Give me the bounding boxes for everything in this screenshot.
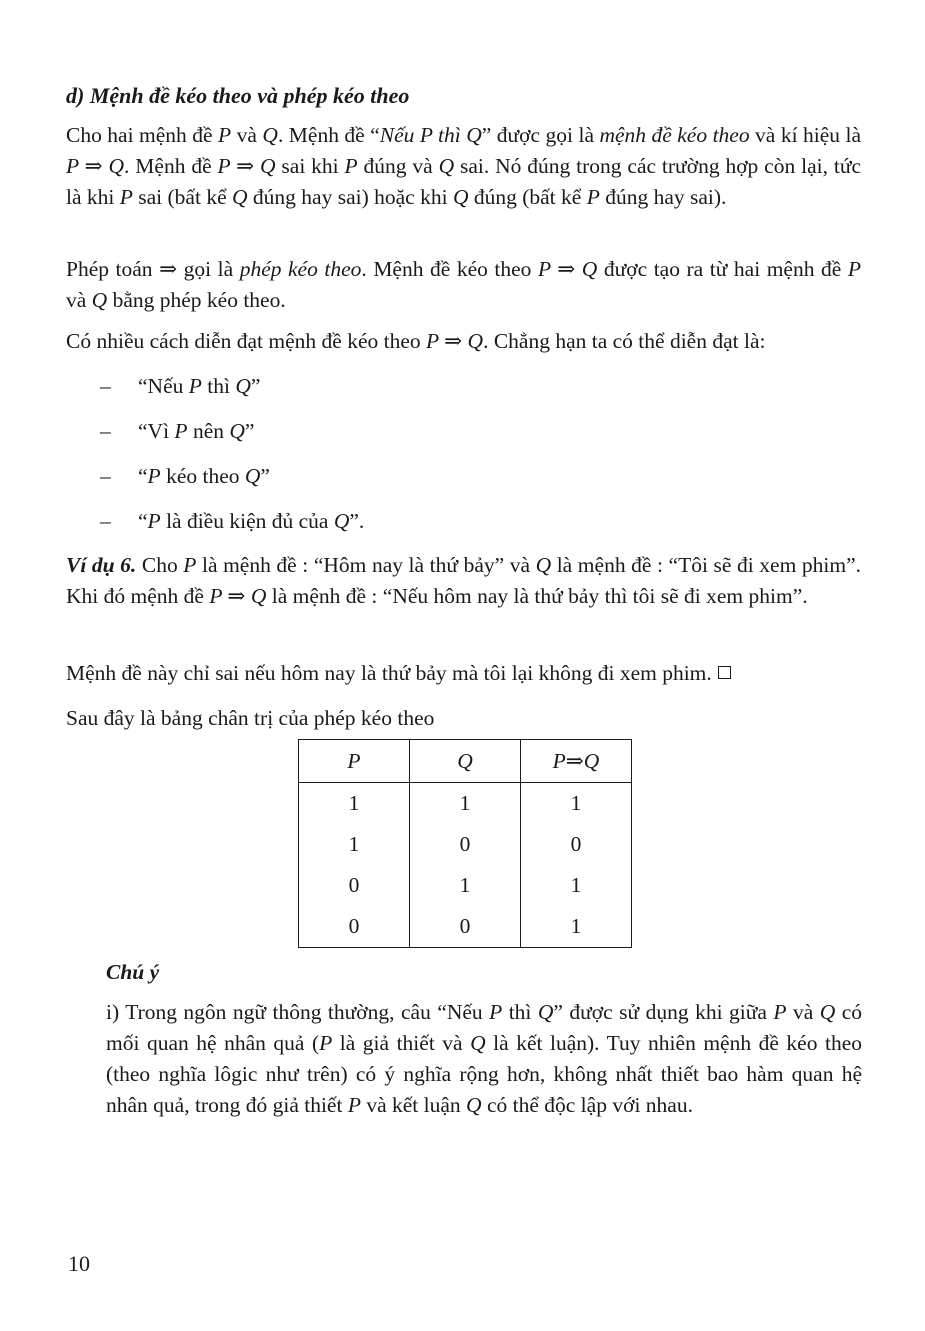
end-of-proof-icon: [718, 666, 731, 679]
example-label: Ví dụ 6.: [66, 553, 137, 577]
definition-paragraph: Cho hai mệnh đề P và Q. Mệnh đề “Nếu P thì Q” được gọi là mệnh đề kéo theo và kí hiệu là P ⇒ Q. Mệnh đề P ⇒ Q sai khi P đúng và Q sai. Nó đúng trong các trường hợp còn lại, tức là khi P sai (bất kể Q đúng hay sai) hoặc khi Q đúng (bất kể P đúng hay sai).: [66, 123, 862, 209]
example-paragraph: Ví dụ 6. Cho P là mệnh đề : “Hôm nay là thứ bảy” và Q là mệnh đề : “Tôi sẽ đi xem phim”. Khi đó mệnh đề P ⇒ Q là mệnh đề : “Nếu hôm nay là thứ bảy thì tôi sẽ đi xem phim”.: [66, 553, 861, 608]
note-paragraph: i) Trong ngôn ngữ thông thường, câu “Nếu P thì Q” được sử dụng khi giữa P và Q có mối quan hệ nhân quả (P là giả thiết và Q là kết luận). Tuy nhiên mệnh đề kéo theo (theo nghĩa lôgic như trên) có ý nghĩa rộng hơn, không nhất thiết bao hàm quan hệ nhân quả, trong đó giả thiết P và kết luận Q có thể độc lập với nhau.: [106, 1000, 862, 1117]
column-header: Q: [410, 740, 521, 783]
table-cell: 0: [299, 906, 410, 948]
list-item: – “P kéo theo Q”: [100, 464, 270, 488]
table-cell: 0: [410, 906, 521, 948]
operation-paragraph: Phép toán ⇒ gọi là phép kéo theo. Mệnh đề kéo theo P ⇒ Q được tạo ra từ hai mệnh đề P và Q bằng phép kéo theo.: [66, 257, 861, 312]
table-row: [299, 865, 632, 906]
term-menh-de-keo-theo: mệnh đề kéo theo: [599, 123, 750, 147]
table-cell: 1: [299, 824, 410, 865]
table-header-row: [299, 740, 632, 783]
table-cell: 1: [410, 865, 521, 906]
table-cell: 1: [521, 865, 632, 906]
truth-table: [298, 739, 632, 948]
table-row: [299, 824, 632, 865]
table-cell: 1: [410, 783, 521, 825]
table-cell: 1: [299, 783, 410, 825]
table-cell: 0: [521, 824, 632, 865]
list-item: – “Vì P nên Q”: [100, 419, 255, 443]
list-item: – “Nếu P thì Q”: [100, 374, 261, 398]
example-conclusion: Mệnh đề này chỉ sai nếu hôm nay là thứ bảy mà tôi lại không đi xem phim.: [66, 658, 861, 689]
note-title: Chú ý: [106, 960, 160, 984]
table-row: [299, 906, 632, 948]
section-heading: d) Mệnh đề kéo theo và phép kéo theo: [66, 83, 410, 108]
table-cell: 1: [521, 783, 632, 825]
table-cell: 1: [521, 906, 632, 948]
expression-list: [100, 371, 364, 551]
term-phep-keo-theo: phép kéo theo: [239, 257, 362, 281]
list-item: – “P là điều kiện đủ của Q”.: [100, 509, 365, 533]
table-cell: 0: [299, 865, 410, 906]
column-header: P: [299, 740, 410, 783]
table-row: [299, 783, 632, 825]
column-header: P⇒Q: [521, 740, 632, 783]
truth-table-intro: Sau đây là bảng chân trị của phép kéo theo: [66, 706, 435, 730]
page-number: 10: [68, 1251, 90, 1276]
expressions-intro: Có nhiều cách diễn đạt mệnh đề kéo theo P ⇒ Q. Chẳng hạn ta có thể diễn đạt là:: [66, 329, 766, 353]
table-cell: 0: [410, 824, 521, 865]
